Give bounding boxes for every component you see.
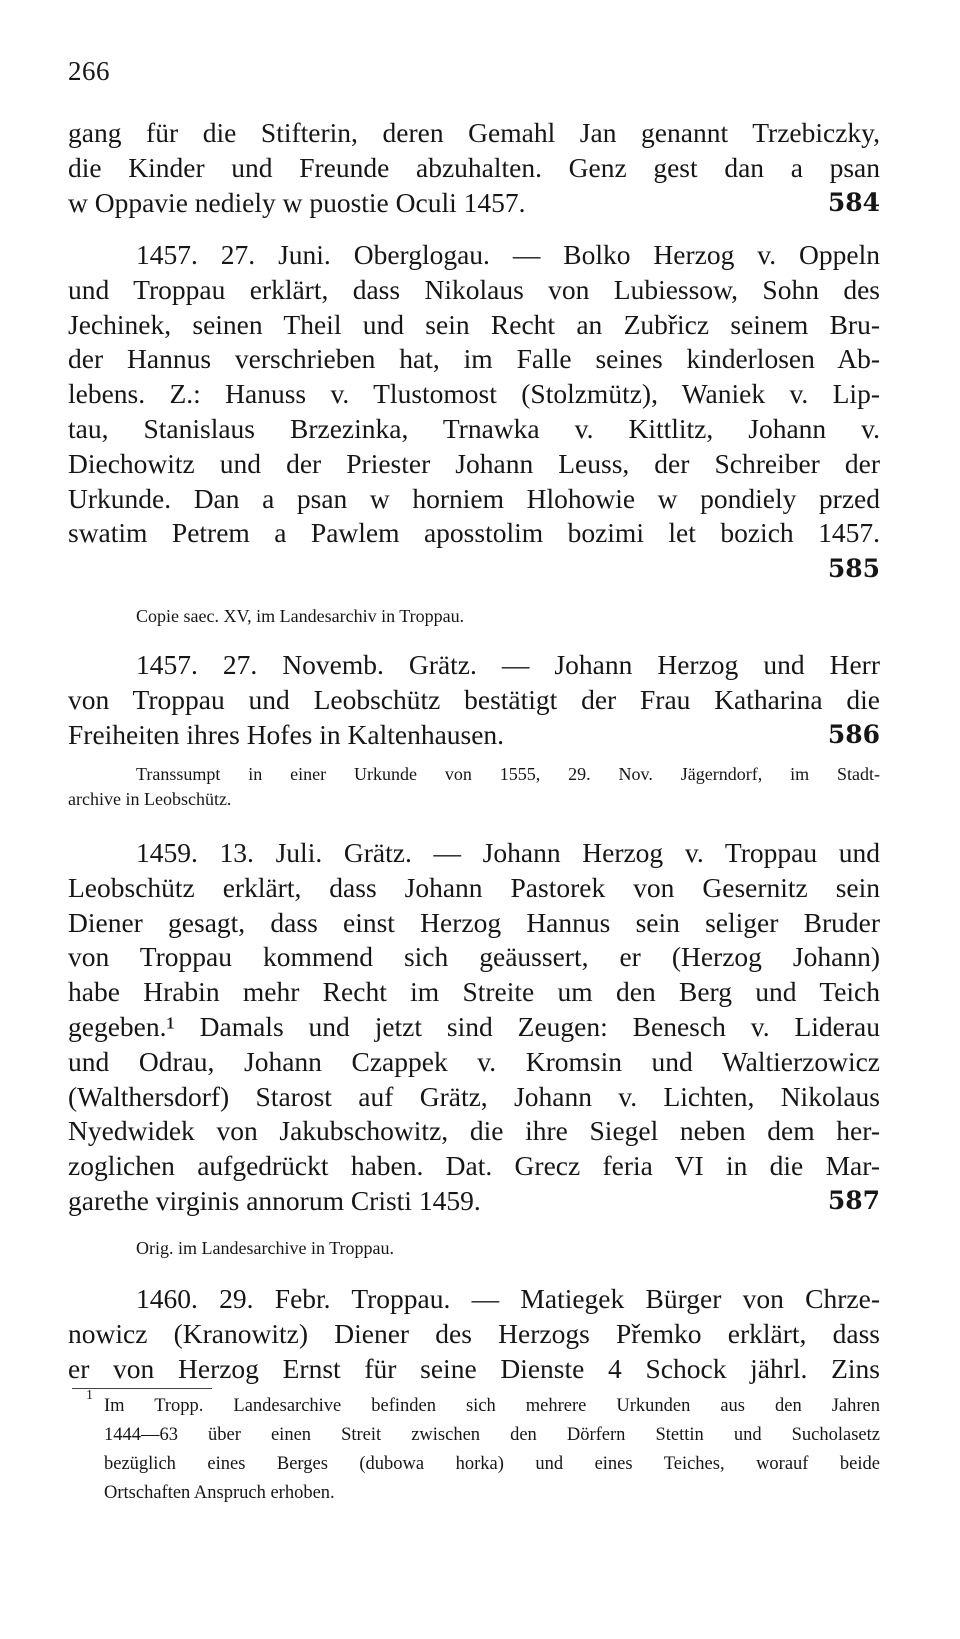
footnote-line: bezüglich eines Berges (dubowa horka) und eines Teiches, worauf beide	[104, 1454, 880, 1474]
document-number: 586	[827, 719, 880, 749]
footnote-line: 1444—63 über einen Streit zwischen den Dörfern Stettin und Sucholasetz	[104, 1425, 880, 1445]
source-note-line: archive in Leobschütz.	[68, 789, 232, 809]
text-line: Jechinek, seinen Theil und sein Recht an Zubřicz seinem Bru-	[68, 308, 880, 340]
source-note-line: Copie saec. XV, im Landesarchiv in Troppau.	[136, 606, 465, 626]
entry-heading-line: 1460. 29. Febr. Troppau. — Matiegek Bürger von Chrze-	[136, 1283, 880, 1314]
text-line: Diechowitz und der Priester Johann Leuss, der Schreiber der	[68, 447, 880, 479]
text-line	[68, 718, 880, 753]
text-line: (Walthersdorf) Starost auf Grätz, Johann v. Lichten, Nikolaus	[68, 1080, 880, 1112]
text-line: von Troppau und Leobschütz bestätigt der Frau Katharina die	[68, 683, 880, 715]
text-line: habe Hrabin mehr Recht im Streite um den Berg und Teich	[68, 976, 880, 1008]
text-line: von Troppau kommend sich geäussert, er (Herzog Johann)	[68, 941, 880, 973]
footnote-line: Im Tropp. Landesarchive befinden sich mehrere Urkunden aus den Jahren	[104, 1396, 880, 1416]
text-line	[68, 186, 880, 221]
entry-584-continuation	[68, 116, 880, 220]
entry-heading-line: 1457. 27. Juni. Oberglogau. — Bolko Herzog v. Oppeln	[136, 239, 880, 270]
entry-heading-line: 1459. 13. Juli. Grätz. — Johann Herzog v. Troppau und	[136, 837, 880, 868]
text-line	[68, 1184, 880, 1219]
text-line: und Troppau erklärt, dass Nikolaus von Lubiessow, Sohn des	[68, 273, 880, 305]
text-line-content: w Oppavie nediely w puostie Oculi 1457.	[68, 186, 526, 218]
entry-587	[68, 836, 880, 1219]
text-line: nowicz (Kranowitz) Diener des Herzogs Přemko erklärt, dass	[68, 1317, 880, 1349]
text-line: er von Herzog Ernst für seine Dienste 4 Schock jährl. Zins	[68, 1352, 880, 1384]
text-line: swatim Petrem a Pawlem aposstolim bozimi let bozich 1457.	[68, 517, 880, 549]
footnote	[86, 1388, 880, 1508]
text-line: Nyedwidek von Jakubschowitz, die ihre Siegel neben dem her-	[68, 1115, 880, 1147]
text-line-content: Freiheiten ihres Hofes in Kaltenhausen.	[68, 718, 505, 750]
entry-586	[68, 648, 880, 752]
source-note	[68, 762, 880, 812]
entry-588	[68, 1282, 880, 1386]
text-line: der Hannus verschrieben hat, im Falle seines kinderlosen Ab-	[68, 343, 880, 375]
text-line: gegeben.¹ Damals und jetzt sind Zeugen: Benesch v. Liderau	[68, 1010, 880, 1042]
text-line: zoglichen aufgedrückt haben. Dat. Grecz feria VI in die Mar-	[68, 1150, 880, 1182]
footnote-separator	[72, 1388, 212, 1389]
footnote-marker: 1	[86, 1388, 93, 1403]
source-note	[136, 1236, 394, 1261]
text-line: Urkunde. Dan a psan w horniem Hlohowie w pondiely przed	[68, 482, 880, 514]
source-note-line: Transsumpt in einer Urkunde von 1555, 29. Nov. Jägerndorf, im Stadt-	[136, 764, 880, 784]
text-line-content: garethe virginis annorum Cristi 1459.	[68, 1184, 481, 1216]
document-number-row	[68, 551, 880, 586]
source-note-line: Orig. im Landesarchive in Troppau.	[136, 1238, 394, 1258]
document-number: 585	[827, 554, 880, 584]
text-line: Diener gesagt, dass einst Herzog Hannus sein seliger Bruder	[68, 906, 880, 938]
document-number: 584	[827, 187, 880, 217]
text-line: gang für die Stifterin, deren Gemahl Jan genannt Trzebiczky,	[68, 117, 880, 148]
text-line: und Odrau, Johann Czappek v. Kromsin und Waltierzowicz	[68, 1045, 880, 1077]
page-number: 266	[68, 56, 110, 86]
document-number: 587	[827, 1185, 880, 1215]
text-line: die Kinder und Freunde abzuhalten. Genz gest dan a psan	[68, 151, 880, 183]
entry-585	[68, 238, 880, 586]
entry-heading-line: 1457. 27. Novemb. Grätz. — Johann Herzog und Herr	[136, 649, 880, 680]
text-line: lebens. Z.: Hanuss v. Tlustomost (Stolzmütz), Waniek v. Lip-	[68, 378, 880, 410]
text-line: Leobschütz erklärt, dass Johann Pastorek von Gesernitz sein	[68, 871, 880, 903]
footnote-line: Ortschaften Anspruch erhoben.	[104, 1483, 335, 1503]
source-note	[136, 604, 464, 629]
text-line: tau, Stanislaus Brzezinka, Trnawka v. Kittlitz, Johann v.	[68, 412, 880, 444]
